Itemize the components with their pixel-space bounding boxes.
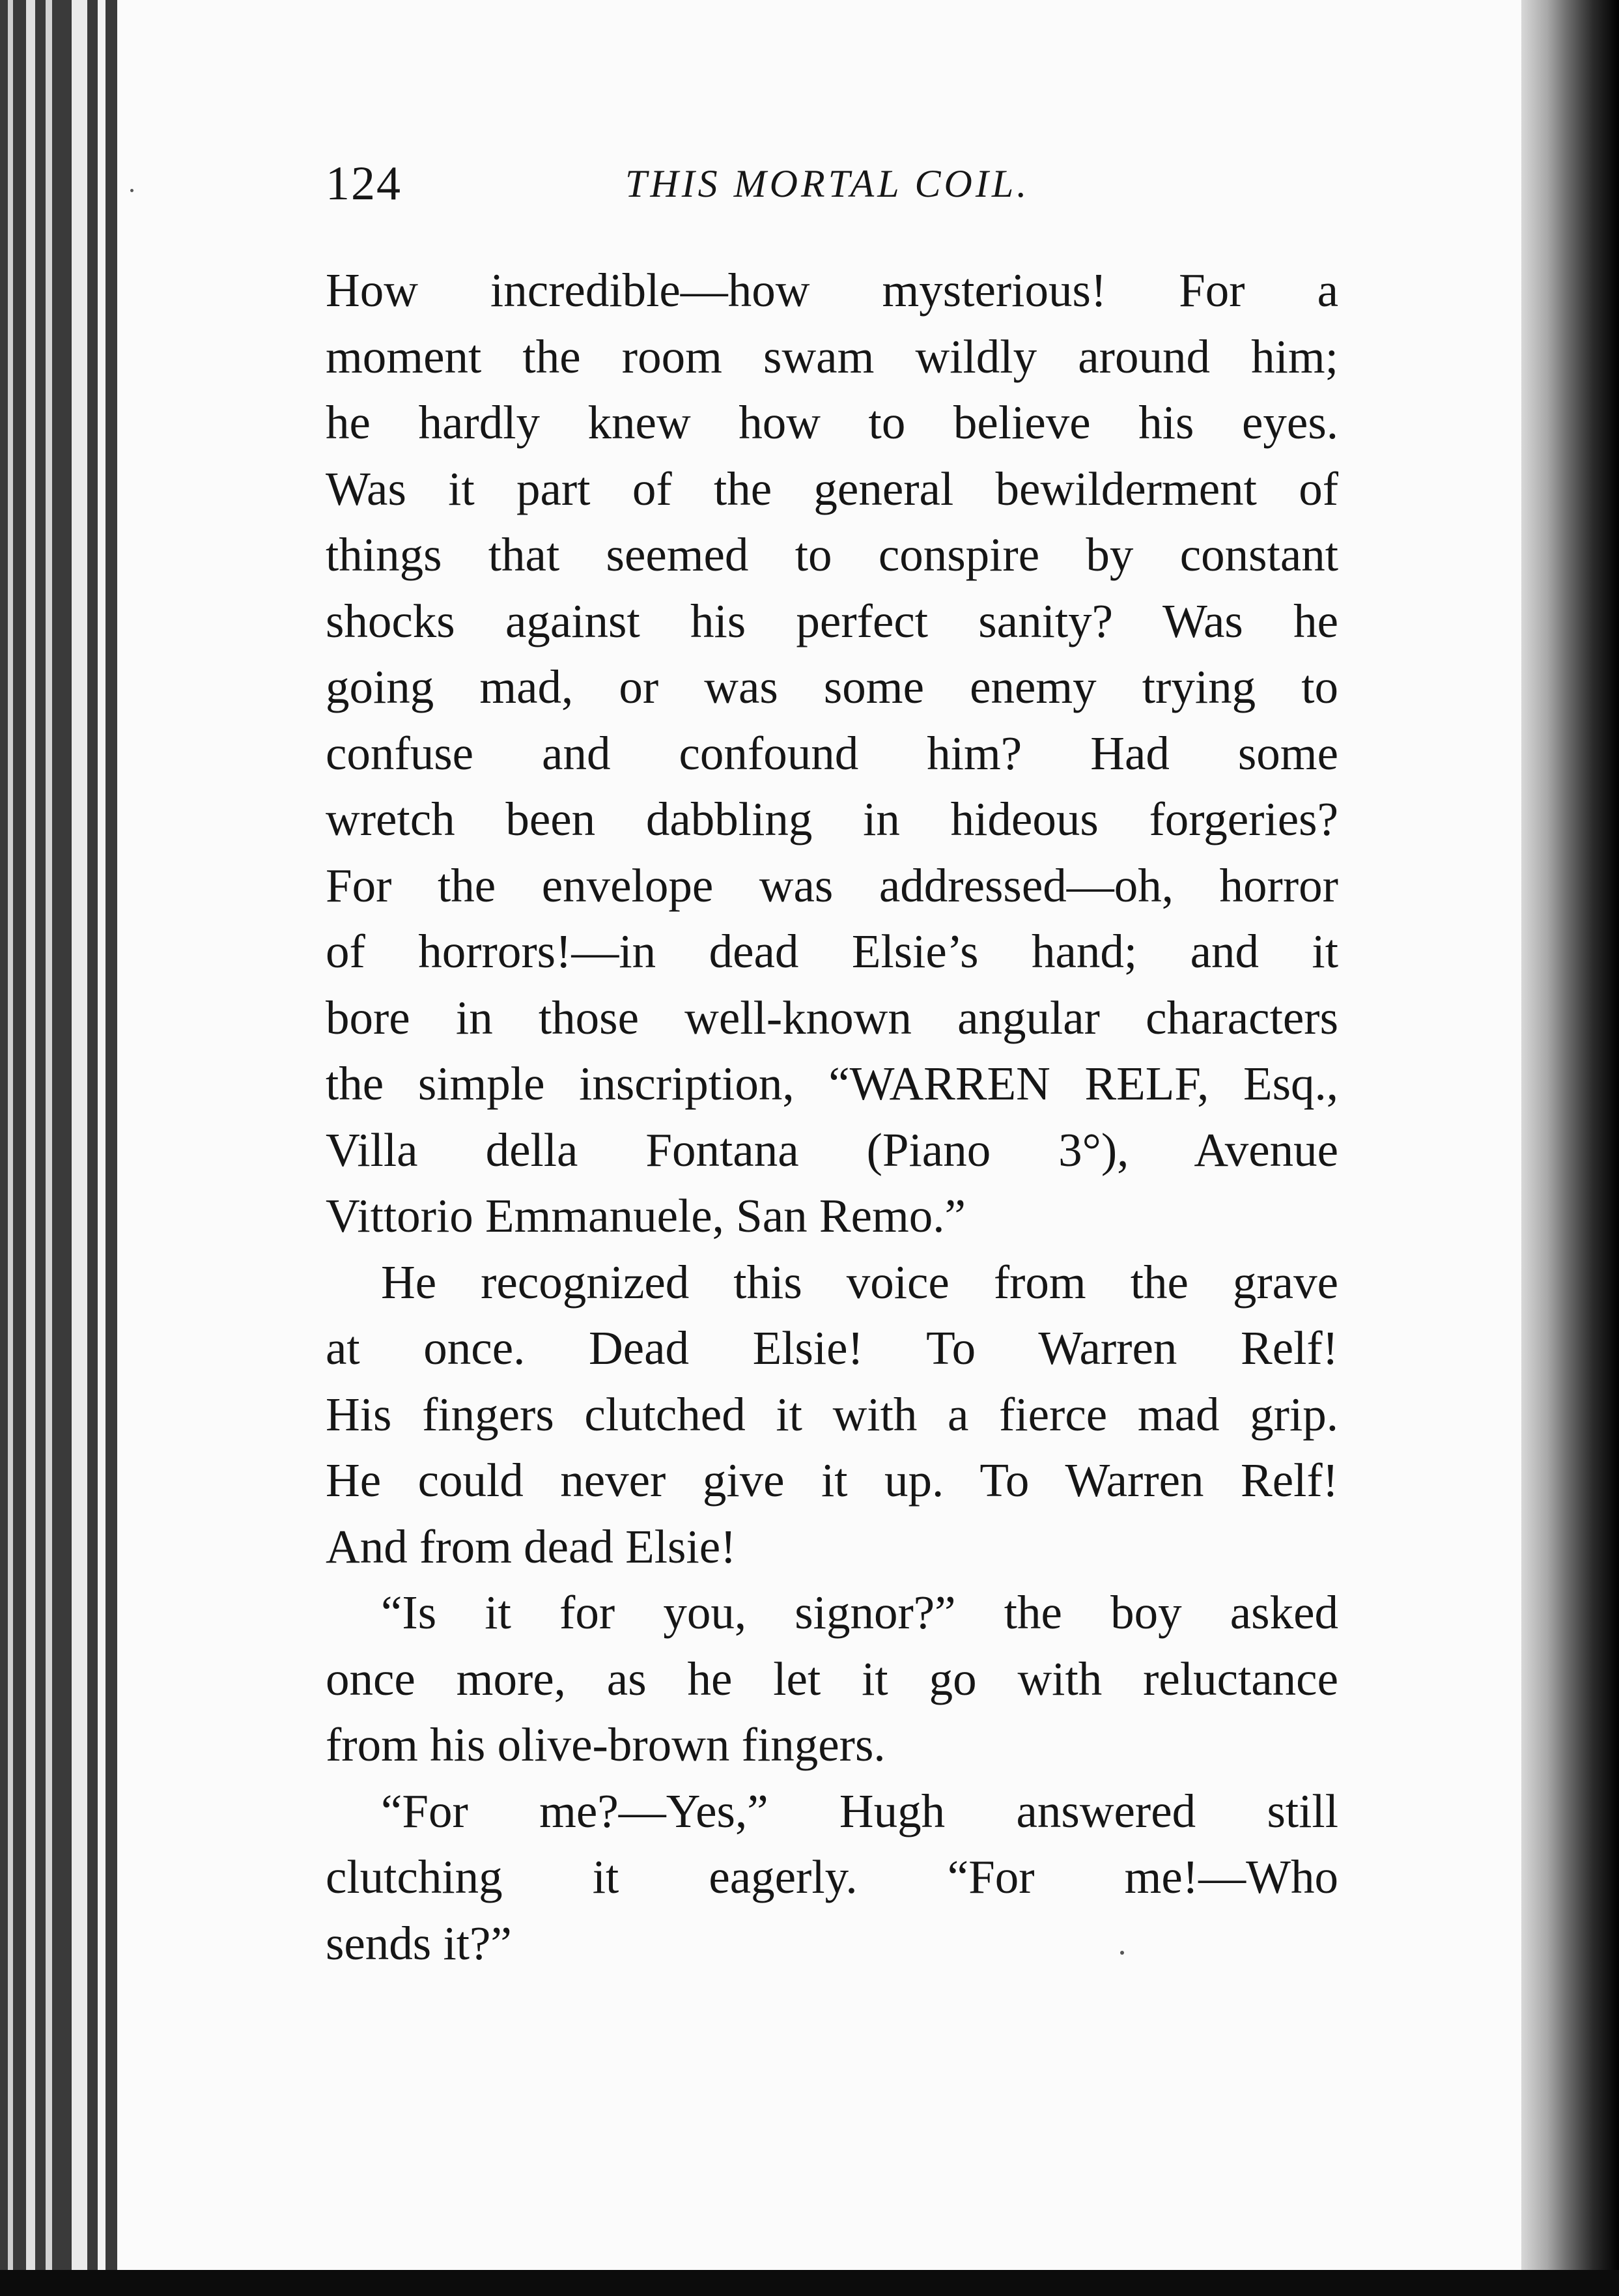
text-line: the simple inscription, “WARREN RELF, Esq., <box>326 1057 1338 1110</box>
bottom-scan-edge <box>0 2270 1619 2296</box>
text-line: He recognized this voice from the grave <box>381 1255 1338 1309</box>
text-line: And from dead Elsie! <box>326 1520 737 1573</box>
page-stack-edge <box>26 0 35 2296</box>
text-line: things that seemed to conspire by constant <box>326 528 1338 581</box>
text-line: Was it part of the general bewilderment of <box>326 462 1338 515</box>
page-stack-edge <box>98 0 106 2296</box>
page-stack-edge <box>8 0 13 2296</box>
page-number: 124 <box>326 157 402 210</box>
text-line: wretch been dabbling in hideous forgeries? <box>326 793 1338 845</box>
text-line: going mad, or was some enemy trying to <box>326 660 1338 713</box>
text-line: For the envelope was addressed—oh, horror <box>326 858 1338 912</box>
right-page-edge <box>1521 0 1619 2296</box>
running-title: THIS MORTAL COIL. <box>625 162 1030 205</box>
running-head <box>326 156 1342 221</box>
text-line: Villa della Fontana (Piano 3°), Avenue <box>326 1123 1338 1176</box>
text-line: He could never give it up. To Warren Relf! <box>326 1454 1338 1507</box>
text-line: confuse and confound him? Had some <box>326 726 1338 780</box>
speck <box>1120 1951 1124 1955</box>
text-line: “For me?—Yes,” Hugh answered still <box>381 1784 1338 1837</box>
text-line: he hardly knew how to believe his eyes. <box>326 396 1338 449</box>
text-line: “Is it for you, signor?” the boy asked <box>381 1586 1338 1639</box>
text-line: Vittorio Emmanuele, San Remo.” <box>326 1189 966 1242</box>
text-line: sends it?” <box>326 1916 512 1970</box>
text-line: from his olive-brown fingers. <box>326 1718 886 1771</box>
text-line: How incredible—how mysterious! For a <box>326 264 1338 317</box>
text-line: shocks against his perfect sanity? Was he <box>326 594 1338 647</box>
text-line: of horrors!—in dead Elsie’s hand; and it <box>326 925 1338 978</box>
speck <box>130 189 134 192</box>
text-line: once more, as he let it go with reluctance <box>326 1652 1338 1705</box>
text-line: His fingers clutched it with a fierce mad grip. <box>326 1387 1338 1441</box>
text-line: bore in those well-known angular characters <box>326 991 1338 1044</box>
text-line: clutching it eagerly. “For me!—Who <box>326 1850 1338 1903</box>
body-text <box>326 257 1338 1976</box>
page-stack-edge <box>72 0 87 2296</box>
text-line: at once. Dead Elsie! To Warren Relf! <box>326 1322 1338 1374</box>
text-line: moment the room swam wildly around him; <box>326 330 1338 383</box>
page-stack-edge <box>46 0 52 2296</box>
